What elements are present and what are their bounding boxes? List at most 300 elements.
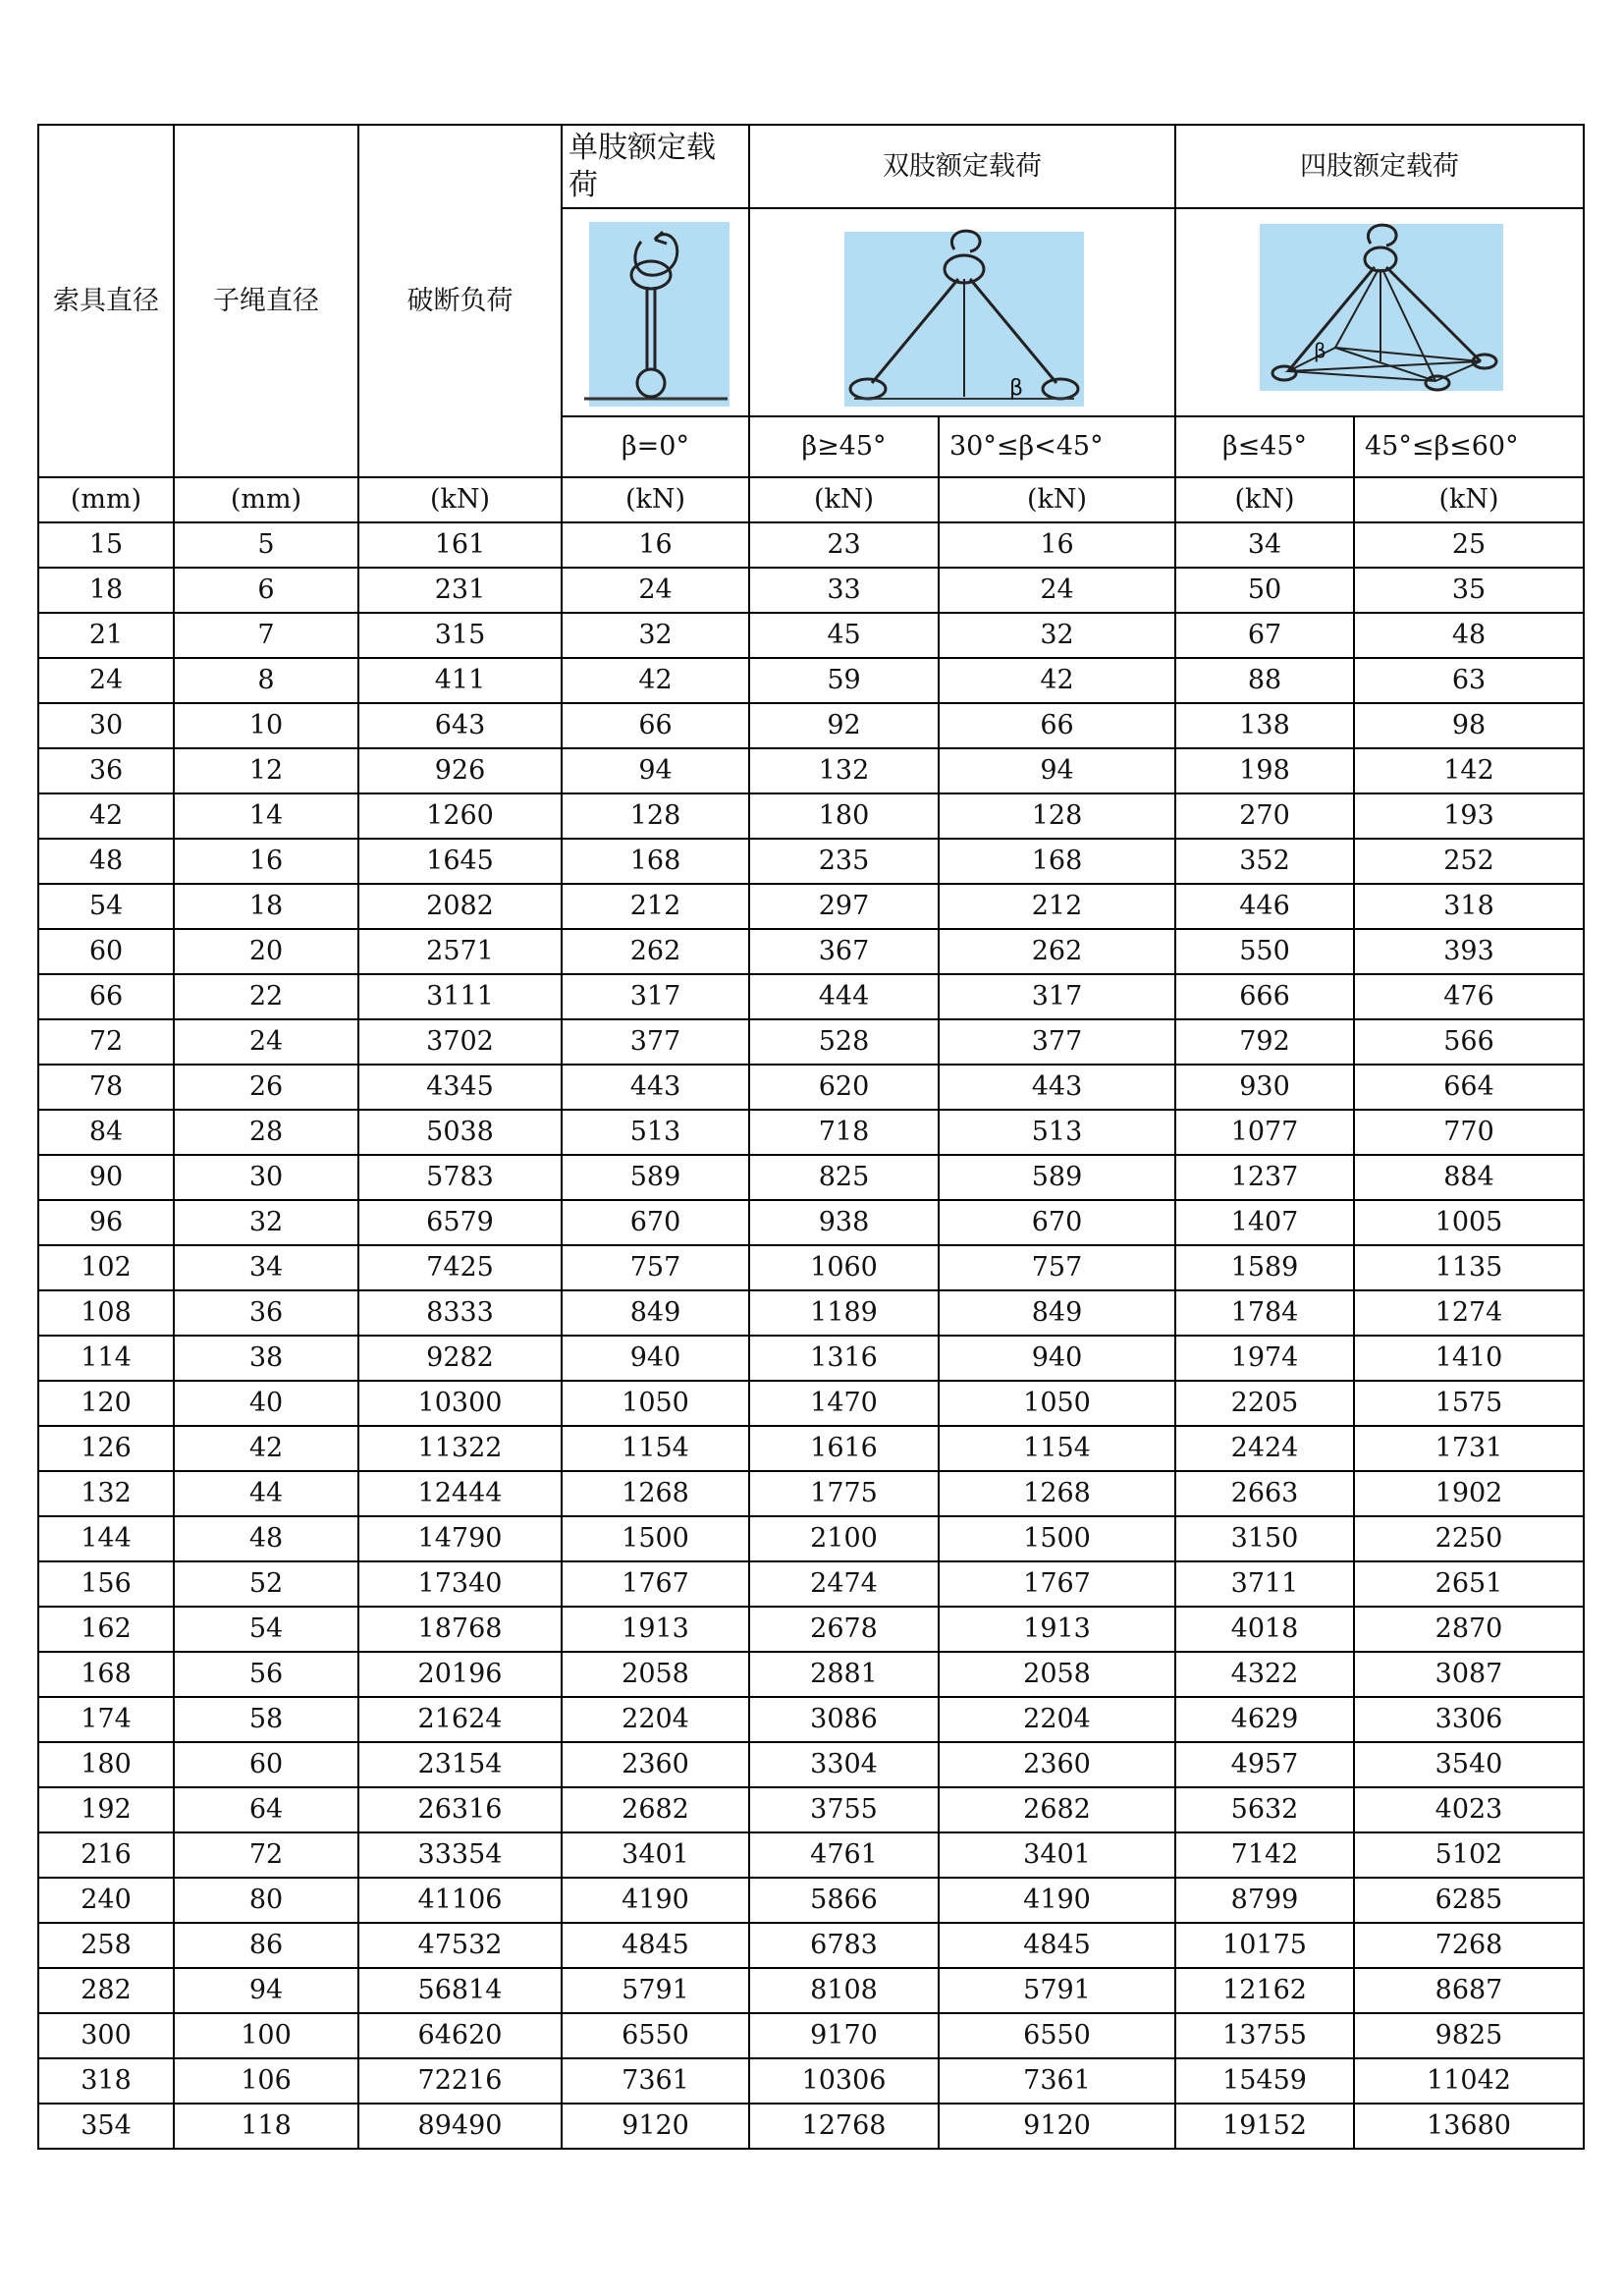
table-cell: 89490 bbox=[358, 2104, 562, 2149]
table-cell: 90 bbox=[38, 1155, 174, 1200]
table-cell: 1005 bbox=[1354, 1200, 1584, 1245]
table-cell: 8333 bbox=[358, 1290, 562, 1336]
table-cell: 589 bbox=[939, 1155, 1175, 1200]
table-cell: 1077 bbox=[1175, 1110, 1354, 1155]
table-cell: 33354 bbox=[358, 1832, 562, 1878]
table-cell: 443 bbox=[562, 1065, 749, 1110]
table-cell: 106 bbox=[174, 2058, 358, 2104]
table-cell: 2571 bbox=[358, 929, 562, 974]
table-cell: 216 bbox=[38, 1832, 174, 1878]
table-cell: 11042 bbox=[1354, 2058, 1584, 2104]
table-cell: 1616 bbox=[749, 1426, 939, 1471]
four-leg-diagram-cell bbox=[1175, 208, 1584, 416]
table-cell: 10 bbox=[174, 703, 358, 748]
table-cell: 270 bbox=[1175, 793, 1354, 839]
table-row bbox=[38, 884, 1584, 929]
table-row bbox=[38, 1607, 1584, 1652]
table-cell: 2682 bbox=[562, 1787, 749, 1832]
table-cell: 1902 bbox=[1354, 1471, 1584, 1516]
table-cell: 5791 bbox=[939, 1968, 1175, 2013]
table-cell: 108 bbox=[38, 1290, 174, 1336]
table-cell: 120 bbox=[38, 1381, 174, 1426]
table-cell: 849 bbox=[562, 1290, 749, 1336]
table-cell: 3111 bbox=[358, 974, 562, 1019]
table-cell: 24 bbox=[562, 568, 749, 613]
table-cell: 1410 bbox=[1354, 1336, 1584, 1381]
table-cell: 180 bbox=[749, 793, 939, 839]
unit-cell: (kN) bbox=[1354, 477, 1584, 522]
table-cell: 84 bbox=[38, 1110, 174, 1155]
table-cell: 54 bbox=[38, 884, 174, 929]
table-cell: 52 bbox=[174, 1561, 358, 1607]
table-cell: 7361 bbox=[562, 2058, 749, 2104]
table-cell: 8108 bbox=[749, 1968, 939, 2013]
table-cell: 25 bbox=[1354, 522, 1584, 568]
table-cell: 17340 bbox=[358, 1561, 562, 1607]
table-cell: 168 bbox=[562, 839, 749, 884]
table-cell: 367 bbox=[749, 929, 939, 974]
table-cell: 550 bbox=[1175, 929, 1354, 974]
table-cell: 54 bbox=[174, 1607, 358, 1652]
header-four-leg: 四肢额定载荷 bbox=[1175, 125, 1584, 208]
unit-cell: (mm) bbox=[174, 477, 358, 522]
table-cell: 664 bbox=[1354, 1065, 1584, 1110]
table-row bbox=[38, 1878, 1584, 1923]
table-cell: 16 bbox=[174, 839, 358, 884]
table-cell: 40 bbox=[174, 1381, 358, 1426]
table-cell: 1060 bbox=[749, 1245, 939, 1290]
table-cell: 4190 bbox=[562, 1878, 749, 1923]
table-row bbox=[38, 522, 1584, 568]
table-cell: 15 bbox=[38, 522, 174, 568]
table-cell: 48 bbox=[38, 839, 174, 884]
table-cell: 94 bbox=[562, 748, 749, 793]
table-cell: 620 bbox=[749, 1065, 939, 1110]
table-cell: 1784 bbox=[1175, 1290, 1354, 1336]
table-body bbox=[38, 522, 1584, 2149]
table-row bbox=[38, 748, 1584, 793]
table-cell: 21 bbox=[38, 613, 174, 658]
table-cell: 5038 bbox=[358, 1110, 562, 1155]
table-cell: 4761 bbox=[749, 1832, 939, 1878]
table-row bbox=[38, 613, 1584, 658]
table-cell: 20196 bbox=[358, 1652, 562, 1697]
table-cell: 930 bbox=[1175, 1065, 1354, 1110]
table-cell: 36 bbox=[38, 748, 174, 793]
table-cell: 757 bbox=[562, 1245, 749, 1290]
table-cell: 174 bbox=[38, 1697, 174, 1742]
table-cell: 80 bbox=[174, 1878, 358, 1923]
table-cell: 1316 bbox=[749, 1336, 939, 1381]
beta-label: β bbox=[1314, 339, 1326, 362]
table-cell: 42 bbox=[939, 658, 1175, 703]
table-cell: 6 bbox=[174, 568, 358, 613]
table-cell: 940 bbox=[562, 1336, 749, 1381]
table-cell: 352 bbox=[1175, 839, 1354, 884]
table-cell: 126 bbox=[38, 1426, 174, 1471]
table-cell: 26316 bbox=[358, 1787, 562, 1832]
table-cell: 32 bbox=[562, 613, 749, 658]
table-cell: 5632 bbox=[1175, 1787, 1354, 1832]
table-cell: 5866 bbox=[749, 1878, 939, 1923]
table-cell: 4845 bbox=[939, 1923, 1175, 1968]
table-cell: 132 bbox=[38, 1471, 174, 1516]
table-cell: 282 bbox=[38, 1968, 174, 2013]
table-row bbox=[38, 1832, 1584, 1878]
table-cell: 21624 bbox=[358, 1697, 562, 1742]
table-cell: 566 bbox=[1354, 1019, 1584, 1065]
table-cell: 48 bbox=[174, 1516, 358, 1561]
table-cell: 1913 bbox=[562, 1607, 749, 1652]
table-cell: 9282 bbox=[358, 1336, 562, 1381]
table-row bbox=[38, 658, 1584, 703]
table-cell: 38 bbox=[174, 1336, 358, 1381]
table-cell: 1237 bbox=[1175, 1155, 1354, 1200]
double-leg-sling-icon bbox=[756, 214, 1168, 410]
table-cell: 3087 bbox=[1354, 1652, 1584, 1697]
table-cell: 528 bbox=[749, 1019, 939, 1065]
table-cell: 128 bbox=[562, 793, 749, 839]
table-cell: 2474 bbox=[749, 1561, 939, 1607]
angle-double-2: 30°≤β<45° bbox=[939, 416, 1175, 477]
table-cell: 1645 bbox=[358, 839, 562, 884]
table-cell: 1268 bbox=[939, 1471, 1175, 1516]
table-cell: 94 bbox=[939, 748, 1175, 793]
table-cell: 132 bbox=[749, 748, 939, 793]
table-row bbox=[38, 839, 1584, 884]
table-cell: 11322 bbox=[358, 1426, 562, 1471]
table-cell: 34 bbox=[174, 1245, 358, 1290]
unit-cell: (kN) bbox=[1175, 477, 1354, 522]
diagram-background bbox=[589, 222, 730, 407]
table-cell: 5791 bbox=[562, 1968, 749, 2013]
table-cell: 240 bbox=[38, 1878, 174, 1923]
table-cell: 2250 bbox=[1354, 1516, 1584, 1561]
unit-cell: (kN) bbox=[562, 477, 749, 522]
sling-load-table bbox=[37, 124, 1585, 2150]
table-cell: 825 bbox=[749, 1155, 939, 1200]
table-cell: 770 bbox=[1354, 1110, 1584, 1155]
table-cell: 3540 bbox=[1354, 1742, 1584, 1787]
table-cell: 42 bbox=[562, 658, 749, 703]
table-cell: 4018 bbox=[1175, 1607, 1354, 1652]
table-cell: 144 bbox=[38, 1516, 174, 1561]
table-cell: 1500 bbox=[939, 1516, 1175, 1561]
table-cell: 6285 bbox=[1354, 1878, 1584, 1923]
table-cell: 8687 bbox=[1354, 1968, 1584, 2013]
table-cell: 393 bbox=[1354, 929, 1584, 974]
table-cell: 1050 bbox=[939, 1381, 1175, 1426]
table-cell: 2204 bbox=[939, 1697, 1175, 1742]
table-cell: 10300 bbox=[358, 1381, 562, 1426]
table-row bbox=[38, 1516, 1584, 1561]
table-cell: 589 bbox=[562, 1155, 749, 1200]
table-cell: 12768 bbox=[749, 2104, 939, 2149]
table-cell: 12444 bbox=[358, 1471, 562, 1516]
table-row bbox=[38, 1471, 1584, 1516]
table-cell: 670 bbox=[939, 1200, 1175, 1245]
table-cell: 5783 bbox=[358, 1155, 562, 1200]
table-cell: 19152 bbox=[1175, 2104, 1354, 2149]
table-cell: 20 bbox=[174, 929, 358, 974]
table-cell: 6550 bbox=[939, 2013, 1175, 2058]
unit-cell: (kN) bbox=[749, 477, 939, 522]
table-row bbox=[38, 1200, 1584, 1245]
table-row bbox=[38, 974, 1584, 1019]
table-cell: 1189 bbox=[749, 1290, 939, 1336]
table-cell: 6550 bbox=[562, 2013, 749, 2058]
table-cell: 377 bbox=[562, 1019, 749, 1065]
table-row bbox=[38, 1742, 1584, 1787]
table-cell: 32 bbox=[174, 1200, 358, 1245]
table-cell: 315 bbox=[358, 613, 562, 658]
table-cell: 24 bbox=[939, 568, 1175, 613]
table-cell: 757 bbox=[939, 1245, 1175, 1290]
table-row bbox=[38, 1426, 1584, 1471]
table-cell: 66 bbox=[38, 974, 174, 1019]
table-row bbox=[38, 1155, 1584, 1200]
table-cell: 7 bbox=[174, 613, 358, 658]
table-cell: 7142 bbox=[1175, 1832, 1354, 1878]
table-row bbox=[38, 1245, 1584, 1290]
table-cell: 30 bbox=[174, 1155, 358, 1200]
table-cell: 60 bbox=[174, 1742, 358, 1787]
table-cell: 2360 bbox=[562, 1742, 749, 1787]
table-cell: 2204 bbox=[562, 1697, 749, 1742]
table-row bbox=[38, 1968, 1584, 2013]
table-cell: 63 bbox=[1354, 658, 1584, 703]
table-row bbox=[38, 2058, 1584, 2104]
beta-label: β bbox=[1009, 376, 1024, 401]
table-cell: 3755 bbox=[749, 1787, 939, 1832]
table-cell: 28 bbox=[174, 1110, 358, 1155]
table-cell: 9120 bbox=[939, 2104, 1175, 2149]
table-row bbox=[38, 1561, 1584, 1607]
table-cell: 18 bbox=[38, 568, 174, 613]
table-cell: 2058 bbox=[939, 1652, 1175, 1697]
table-cell: 1767 bbox=[939, 1561, 1175, 1607]
table-cell: 476 bbox=[1354, 974, 1584, 1019]
table-cell: 1589 bbox=[1175, 1245, 1354, 1290]
table-cell: 60 bbox=[38, 929, 174, 974]
table-cell: 2663 bbox=[1175, 1471, 1354, 1516]
single-leg-sling-icon bbox=[565, 214, 747, 410]
table-cell: 2058 bbox=[562, 1652, 749, 1697]
table-cell: 377 bbox=[939, 1019, 1175, 1065]
header-rope-diameter: 索具直径 bbox=[38, 125, 174, 477]
table-cell: 444 bbox=[749, 974, 939, 1019]
table-row bbox=[38, 1290, 1584, 1336]
table-cell: 96 bbox=[38, 1200, 174, 1245]
table-cell: 168 bbox=[939, 839, 1175, 884]
table-cell: 198 bbox=[1175, 748, 1354, 793]
table-cell: 3401 bbox=[562, 1832, 749, 1878]
table-cell: 193 bbox=[1354, 793, 1584, 839]
table-cell: 86 bbox=[174, 1923, 358, 1968]
table-row bbox=[38, 793, 1584, 839]
table-cell: 2100 bbox=[749, 1516, 939, 1561]
double-leg-diagram-cell bbox=[749, 208, 1175, 416]
table-row bbox=[38, 1336, 1584, 1381]
table-row bbox=[38, 2104, 1584, 2149]
table-cell: 12 bbox=[174, 748, 358, 793]
table-cell: 7425 bbox=[358, 1245, 562, 1290]
table-cell: 443 bbox=[939, 1065, 1175, 1110]
table-cell: 156 bbox=[38, 1561, 174, 1607]
table-cell: 26 bbox=[174, 1065, 358, 1110]
table-cell: 317 bbox=[939, 974, 1175, 1019]
table-cell: 4322 bbox=[1175, 1652, 1354, 1697]
table-cell: 30 bbox=[38, 703, 174, 748]
table-cell: 1260 bbox=[358, 793, 562, 839]
table-cell: 162 bbox=[38, 1607, 174, 1652]
table-row bbox=[38, 2013, 1584, 2058]
table-cell: 4845 bbox=[562, 1923, 749, 1968]
table-cell: 8 bbox=[174, 658, 358, 703]
table-cell: 2205 bbox=[1175, 1381, 1354, 1426]
table-cell: 67 bbox=[1175, 613, 1354, 658]
unit-cell: (kN) bbox=[939, 477, 1175, 522]
table-cell: 938 bbox=[749, 1200, 939, 1245]
table-cell: 18 bbox=[174, 884, 358, 929]
table-cell: 58 bbox=[174, 1697, 358, 1742]
table-cell: 1274 bbox=[1354, 1290, 1584, 1336]
table-row bbox=[38, 1787, 1584, 1832]
table-cell: 24 bbox=[38, 658, 174, 703]
table-cell: 1135 bbox=[1354, 1245, 1584, 1290]
single-leg-diagram-cell bbox=[562, 208, 749, 416]
table-cell: 2682 bbox=[939, 1787, 1175, 1832]
table-cell: 6783 bbox=[749, 1923, 939, 1968]
table-cell: 56814 bbox=[358, 1968, 562, 2013]
table-cell: 118 bbox=[174, 2104, 358, 2149]
table-cell: 138 bbox=[1175, 703, 1354, 748]
table-cell: 9120 bbox=[562, 2104, 749, 2149]
table-cell: 411 bbox=[358, 658, 562, 703]
table-cell: 10306 bbox=[749, 2058, 939, 2104]
table-cell: 13680 bbox=[1354, 2104, 1584, 2149]
table-cell: 792 bbox=[1175, 1019, 1354, 1065]
table-cell: 3086 bbox=[749, 1697, 939, 1742]
table-cell: 666 bbox=[1175, 974, 1354, 1019]
table-cell: 64620 bbox=[358, 2013, 562, 2058]
table-cell: 42 bbox=[38, 793, 174, 839]
table-cell: 718 bbox=[749, 1110, 939, 1155]
table-row bbox=[38, 1110, 1584, 1155]
table-cell: 14 bbox=[174, 793, 358, 839]
table-cell: 231 bbox=[358, 568, 562, 613]
table-cell: 513 bbox=[939, 1110, 1175, 1155]
table-cell: 4023 bbox=[1354, 1787, 1584, 1832]
table-cell: 12162 bbox=[1175, 1968, 1354, 2013]
table-cell: 48 bbox=[1354, 613, 1584, 658]
table-cell: 44 bbox=[174, 1471, 358, 1516]
table-cell: 9170 bbox=[749, 2013, 939, 2058]
table-cell: 23154 bbox=[358, 1742, 562, 1787]
table-cell: 35 bbox=[1354, 568, 1584, 613]
table-cell: 4629 bbox=[1175, 1697, 1354, 1742]
table-cell: 1050 bbox=[562, 1381, 749, 1426]
table-cell: 14790 bbox=[358, 1516, 562, 1561]
table-cell: 94 bbox=[174, 1968, 358, 2013]
table-cell: 1500 bbox=[562, 1516, 749, 1561]
table-cell: 5102 bbox=[1354, 1832, 1584, 1878]
table-cell: 1767 bbox=[562, 1561, 749, 1607]
table-cell: 354 bbox=[38, 2104, 174, 2149]
table-cell: 6579 bbox=[358, 1200, 562, 1245]
table-cell: 1268 bbox=[562, 1471, 749, 1516]
table-cell: 34 bbox=[1175, 522, 1354, 568]
table-cell: 88 bbox=[1175, 658, 1354, 703]
table-row bbox=[38, 1697, 1584, 1742]
table-cell: 3150 bbox=[1175, 1516, 1354, 1561]
table-cell: 212 bbox=[562, 884, 749, 929]
table-cell: 33 bbox=[749, 568, 939, 613]
table-cell: 262 bbox=[562, 929, 749, 974]
table-cell: 317 bbox=[562, 974, 749, 1019]
table-cell: 114 bbox=[38, 1336, 174, 1381]
table-cell: 41106 bbox=[358, 1878, 562, 1923]
table-cell: 2870 bbox=[1354, 1607, 1584, 1652]
angle-single: β=0° bbox=[562, 416, 749, 477]
table-cell: 56 bbox=[174, 1652, 358, 1697]
table-cell: 72 bbox=[38, 1019, 174, 1065]
table-cell: 235 bbox=[749, 839, 939, 884]
table-cell: 7361 bbox=[939, 2058, 1175, 2104]
table-row bbox=[38, 1652, 1584, 1697]
table-cell: 1154 bbox=[562, 1426, 749, 1471]
unit-cell: (mm) bbox=[38, 477, 174, 522]
table-cell: 849 bbox=[939, 1290, 1175, 1336]
table-cell: 22 bbox=[174, 974, 358, 1019]
table-cell: 192 bbox=[38, 1787, 174, 1832]
units-row bbox=[38, 477, 1584, 522]
table-cell: 297 bbox=[749, 884, 939, 929]
table-row bbox=[38, 703, 1584, 748]
table-row bbox=[38, 1019, 1584, 1065]
table-row bbox=[38, 1923, 1584, 1968]
angle-double-1: β≥45° bbox=[749, 416, 939, 477]
table-cell: 142 bbox=[1354, 748, 1584, 793]
table-cell: 300 bbox=[38, 2013, 174, 2058]
table-cell: 212 bbox=[939, 884, 1175, 929]
table-cell: 2881 bbox=[749, 1652, 939, 1697]
table-cell: 4190 bbox=[939, 1878, 1175, 1923]
header-single-leg: 单肢额定载荷 bbox=[562, 125, 749, 208]
table-cell: 161 bbox=[358, 522, 562, 568]
table-cell: 3702 bbox=[358, 1019, 562, 1065]
table-cell: 4957 bbox=[1175, 1742, 1354, 1787]
table-cell: 72 bbox=[174, 1832, 358, 1878]
table-cell: 102 bbox=[38, 1245, 174, 1290]
table-cell: 128 bbox=[939, 793, 1175, 839]
table-cell: 926 bbox=[358, 748, 562, 793]
table-cell: 32 bbox=[939, 613, 1175, 658]
table-cell: 884 bbox=[1354, 1155, 1584, 1200]
table-cell: 78 bbox=[38, 1065, 174, 1110]
table-cell: 72216 bbox=[358, 2058, 562, 2104]
table-cell: 513 bbox=[562, 1110, 749, 1155]
table-row bbox=[38, 1381, 1584, 1426]
table-cell: 18768 bbox=[358, 1607, 562, 1652]
table-cell: 180 bbox=[38, 1742, 174, 1787]
table-cell: 66 bbox=[562, 703, 749, 748]
table-cell: 7268 bbox=[1354, 1923, 1584, 1968]
table-cell: 1407 bbox=[1175, 1200, 1354, 1245]
table-cell: 13755 bbox=[1175, 2013, 1354, 2058]
table-cell: 66 bbox=[939, 703, 1175, 748]
table-cell: 258 bbox=[38, 1923, 174, 1968]
